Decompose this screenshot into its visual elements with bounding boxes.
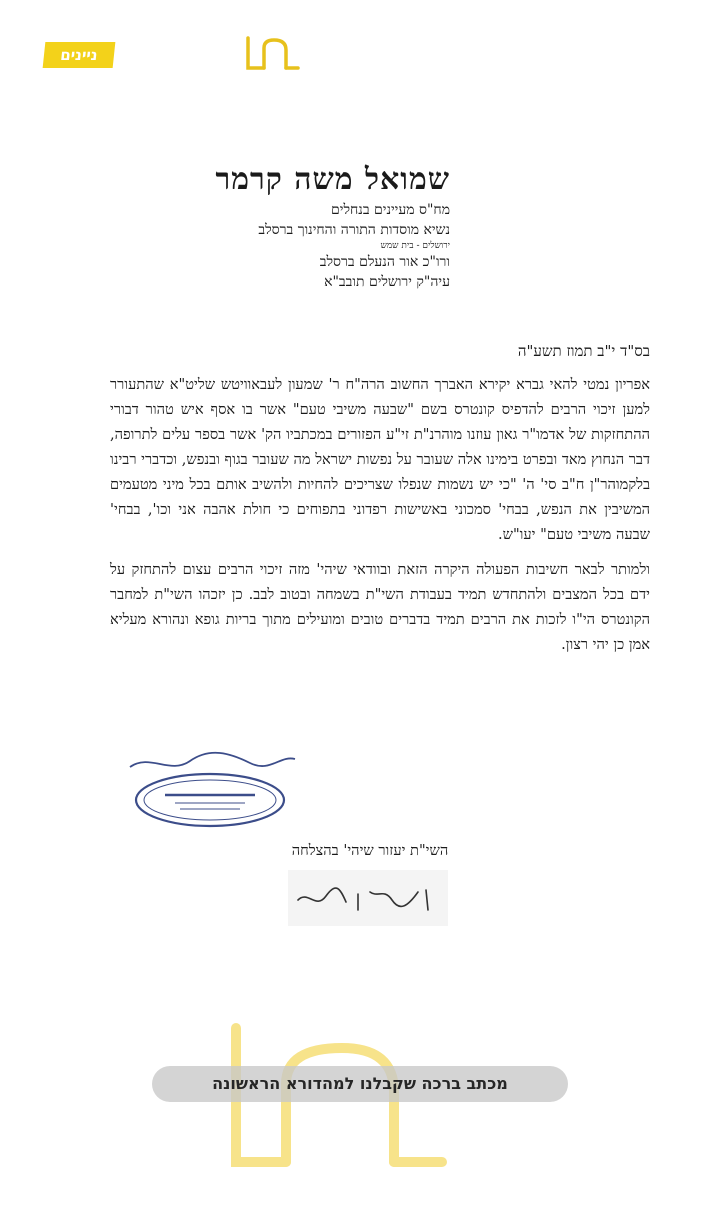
rabbinic-stamp-icon [110, 745, 310, 835]
letter-paragraph-2: ולמותר לבאר חשיבות הפעולה היקרה הזאת ובוודאי שיהי' מזה זיכוי הרבים עצום להתחזק על ידם בכל המצבים ולהתחדש תמיד בעבודת השי"ת בשמחה ובטוב לבב. כן יזכהו השי"ת למחבר הקונטרס הי"ו לזכות את הרבים תמיד בדברים טובים ומועילים מתוך בריות גופא ונהורא מעליא אמן כן יהי רצון. [110, 561, 650, 653]
letter-document [100, 110, 660, 1110]
letterhead [110, 160, 450, 292]
letterhead-line-3: ורו"כ אור הנעלם ברסלב [319, 254, 450, 270]
handwritten-signature-icon [288, 870, 448, 926]
letterhead-line-4: עיה"ק ירושלים תובב"א [324, 274, 450, 290]
letter-paragraph-1: אפריון נמטי להאי גברא יקירא האברך החשוב הרה"ח ר' שמעון לעבאוויטש שליט"א שהתעורר למען זיכוי הרבים להדפיס קונטרס בשם "שבעה משיבי טעם" אשר בו אסף איש טהור דבורי ההתחזקות של אדמו"ר גאון עוזנו מוהרנ"ת זי"ע הפזורים במכתביו הק' אשר בספר עלים לתרופה, דבר הנחוץ מאד ובפרט בימינו אלה שעובר על נפשות ישראל מה שעובר בגוף ובנפש, וכדברי רבינו בלקמוהר"ן ח"ב סי' ה' "כי יש נשמות שנפלו שצריכים להחיות ולהשיב אותם בכל מיני מטעמים המשיבין את הנפש, בבחי' סמכוני באשישות רפדוני בתפוחים כי חולת אהבה אני וכו', בבחי' שבעה משיבי טעם" יעו"ש. [110, 376, 650, 543]
hebrew-monogram-logo-icon[interactable] [242, 34, 304, 74]
letterhead-name: שמואל משה קרמר [215, 162, 450, 197]
letterhead-line-2: נשיא מוסדות התורה והחינוך ברסלב [258, 222, 450, 238]
caption-banner: מכתב ברכה שקבלנו למהדורא הראשונה [152, 1066, 568, 1102]
letterhead-location: ירושלים - בית שמש [380, 241, 450, 251]
top-bar [0, 0, 704, 100]
letter-date: בס"ד י"ב תמוז תשע"ה [517, 342, 650, 360]
blessing-line: השי"ת יעזור שיהי' בהצלחה [291, 842, 449, 859]
brand-badge[interactable]: ניינים [43, 42, 116, 68]
letter-body [110, 372, 650, 667]
letterhead-line-1: מח"ס מעיינים בנחלים [331, 202, 450, 218]
